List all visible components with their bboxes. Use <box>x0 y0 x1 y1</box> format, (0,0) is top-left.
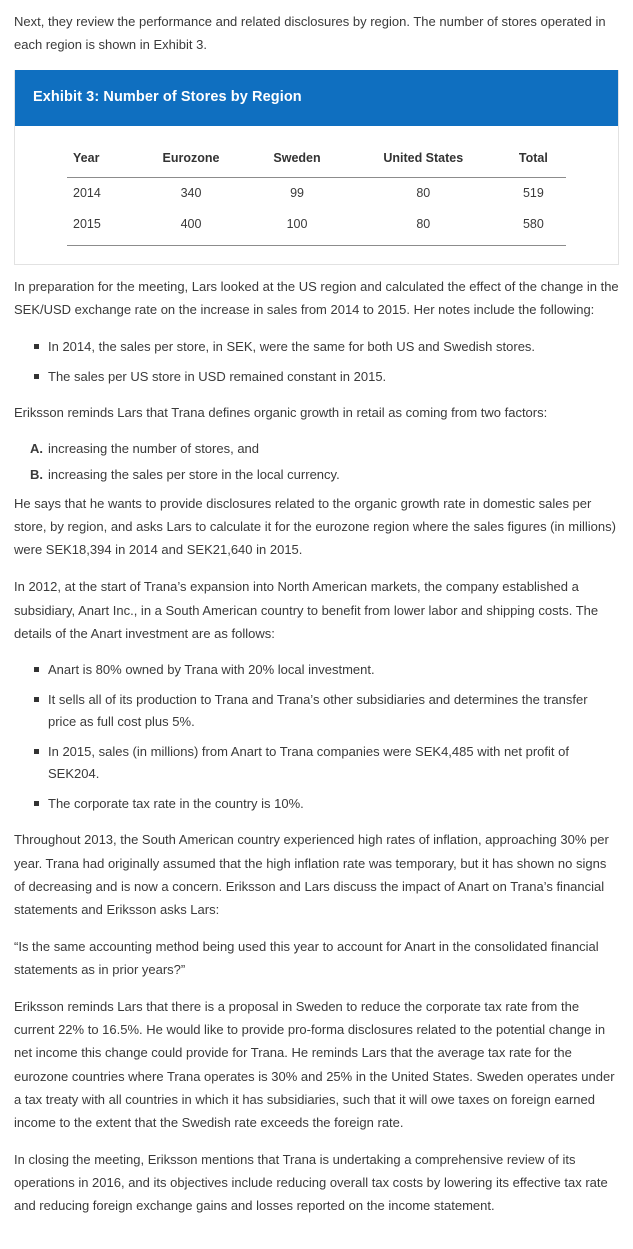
organic-factors-list <box>14 439 619 487</box>
exhibit-3-container <box>14 70 619 265</box>
column-header-eurozone: Eurozone <box>134 142 249 177</box>
notes-list <box>14 336 619 388</box>
table-row <box>67 209 566 245</box>
list-item-label: increasing the sales per store in the local currency. <box>48 467 340 483</box>
anart-intro-paragraph: In 2012, at the start of Trana’s expansion into North American markets, the company established a subsidiary, Anart Inc., in a South American country to benefit from lower labor and shipping costs. The details of the Anart investment are as follows: <box>14 579 599 641</box>
exhibit-body <box>15 126 618 265</box>
list-item-label: increasing the number of stores, and <box>48 440 260 456</box>
list-item: In 2015, sales (in millions) from Anart to Trana companies were SEK4,485 with net profit of SEK204. <box>48 741 619 784</box>
list-item: It sells all of its production to Trana and Trana’s other subsidiaries and determines the transfer price as full cost plus 5%. <box>48 689 619 732</box>
list-item: In 2014, the sales per store, in SEK, were the same for both US and Swedish stores. <box>48 336 619 357</box>
cell-sweden: 99 <box>290 185 304 200</box>
list-item: The sales per US store in USD remained constant in 2015. <box>48 366 619 387</box>
organic-growth-intro: Eriksson reminds Lars that Trana defines organic growth in retail as coming from two factors: <box>14 405 548 421</box>
table-row <box>67 177 566 209</box>
disclosures-paragraph: He says that he wants to provide disclosures related to the organic growth rate in domestic sales per store, by region, and asks Lars to calculate it for the eurozone region where the sales figures (in millions) were SEK18,394 in 2014 and SEK21,640 in 2015. <box>14 496 616 558</box>
cell-united-states: 80 <box>416 185 431 200</box>
cell-year: 2015 <box>67 209 134 245</box>
inflation-paragraph: Throughout 2013, the South American country experienced high rates of inflation, approaching 30% per year. Trana had originally assumed that the high inflation rate was temporary, but it has shown no signs of decreasing and is now a concern. Eriksson and Lars discuss the impact of Anart on Trana’s financial statements and Eriksson asks Lars: <box>14 832 609 917</box>
list-item <box>30 439 619 460</box>
preparation-paragraph: In preparation for the meeting, Lars looked at the US region and calculated the effect of the change in the SEK/USD exchange rate on the increase in sales from 2014 to 2015. Her notes include the following: <box>14 279 619 318</box>
cell-total: 580 <box>501 209 566 245</box>
intro-paragraph: Next, they review the performance and related disclosures by region. The number of stores operated in each region is shown in Exhibit 3. <box>14 14 606 53</box>
column-header-year: Year <box>67 142 134 177</box>
stores-by-region-table <box>67 142 566 247</box>
cell-eurozone: 400 <box>134 209 249 245</box>
cell-eurozone: 340 <box>180 185 202 200</box>
tax-proposal-paragraph: Eriksson reminds Lars that there is a proposal in Sweden to reduce the corporate tax rate from the current 22% to 16.5%. He would like to provide pro-forma disclosures related to the potential change in net income this change could provide for Trana. He reminds Lars that the average tax rate for the eurozone countries where Trana operates is 30% and 25% in the United States. Sweden operates under a tax treaty with all countries in which it has subsidiaries, such that it will owe taxes on foreign earned income to the extent that the Swedish rate exceeds the foreign rate. <box>14 999 615 1130</box>
anart-details-list <box>14 659 619 815</box>
exhibit-title: Exhibit 3: Number of Stores by Region <box>15 70 618 125</box>
list-item <box>30 465 619 486</box>
cell-year: 2014 <box>73 185 101 200</box>
eriksson-quote: “Is the same accounting method being used this year to account for Anart in the consolidated financial statements as in prior years?” <box>14 938 599 978</box>
list-item-marker: B. <box>30 467 43 483</box>
column-header-united-states: United States <box>346 142 501 177</box>
column-header-sweden: Sweden <box>248 142 345 177</box>
table-header-row <box>67 142 566 177</box>
cell-united-states: 80 <box>346 209 501 245</box>
closing-paragraph: In closing the meeting, Eriksson mentions that Trana is undertaking a comprehensive review of its operations in 2016, and its objectives include reducing overall tax costs by lowering its effective tax rate and reducing foreign exchange gains and losses reported on the income statement. <box>14 1151 608 1214</box>
list-item: The corporate tax rate in the country is 10%. <box>48 793 619 814</box>
column-header-total: Total <box>501 142 566 177</box>
cell-sweden: 100 <box>248 209 345 245</box>
list-item-marker: A. <box>30 440 43 456</box>
list-item: Anart is 80% owned by Trana with 20% local investment. <box>48 659 619 680</box>
cell-total: 519 <box>522 185 544 200</box>
